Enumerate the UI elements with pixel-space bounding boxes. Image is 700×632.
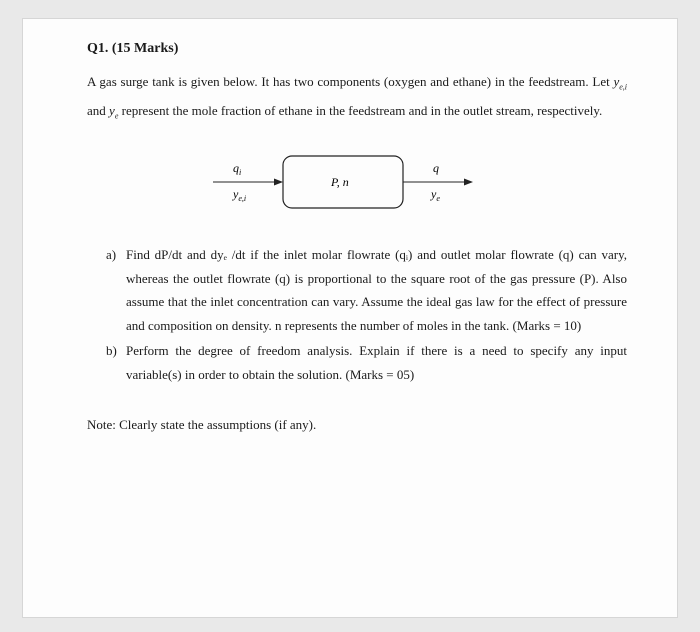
part-a-label: a) <box>106 247 117 262</box>
inlet-composition-label: $y_{e,i}$ <box>233 187 247 203</box>
inlet-flow-label: $q_i$ <box>233 161 242 177</box>
document-page <box>22 18 678 618</box>
question-parts <box>87 243 627 388</box>
assumptions-note: Note: Clearly state the assumptions (if any). <box>87 417 317 432</box>
part-a <box>87 243 627 337</box>
outlet-flow-label: q <box>433 161 439 175</box>
part-b-label: b) <box>106 343 117 358</box>
part-b-text: Perform the degree of freedom analysis. Explain if there is a need to specify any input variable(s) in order to obtain the solution. (Marks = 05) <box>126 343 627 382</box>
outlet-arrowhead <box>464 179 473 186</box>
inlet-arrowhead <box>274 179 283 186</box>
intro-line1: A gas surge tank is given below. It has two components (oxygen and ethane) in the feedstream. <box>87 74 589 89</box>
tank-label: P, n <box>331 175 349 189</box>
outlet-composition-label: $y_e$ <box>431 187 440 203</box>
question-title: Q1. (15 Marks) <box>87 41 179 56</box>
intro-paragraph: A gas surge tank is given below. It has two components (oxygen and ethane) in the feedstream. Let $y_{e,i}$ and $y_e$ represent the mole fraction of ethane in the feedstream and in the outlet stream, respectively. <box>87 74 628 121</box>
part-a-text: Find dP/dt and dyₑ /dt if the inlet molar flowrate (qᵢ) and outlet molar flowrate (q) can vary, whereas the outlet flowrate (q) is proportional to the square root of the gas pressure (P). Also assume that the inlet concentration can vary. Assume the ideal gas law for the effect of pressure and composition on density. n represents the number of moles in the tank. (Marks = 10) <box>126 247 627 333</box>
surge-tank-diagram <box>213 154 493 214</box>
part-b <box>87 339 627 386</box>
